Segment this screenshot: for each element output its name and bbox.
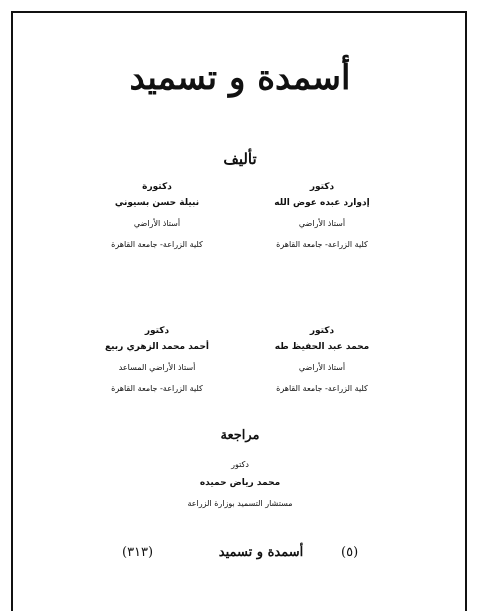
author-rank: أستاذ الأراضي: [298, 219, 346, 228]
author-rank: أستاذ الأراضي المساعد: [118, 363, 196, 372]
book-number: (٣١٣): [122, 545, 154, 560]
author-title: دكتورة: [142, 182, 172, 192]
author-card: [82, 183, 232, 249]
book-title: أسمدة و تسميد: [129, 58, 351, 98]
author-name: محمد عبد الحفيظ طه: [274, 342, 370, 352]
footer-title: أسمدة و تسميد: [218, 545, 304, 560]
reviewer-position: مستشار التسميد بوزارة الزراعة: [187, 499, 293, 508]
author-card: [247, 327, 397, 393]
author-affiliation: كلية الزراعة- جامعة القاهرة: [111, 384, 203, 393]
author-title: دكتور: [144, 326, 170, 336]
author-card: [82, 327, 232, 393]
series-number: (٥): [341, 545, 359, 560]
reviewer-name: محمد رياض حميده: [199, 478, 281, 488]
author-name: نبيلة حسن بسيوني: [114, 198, 200, 208]
author-title: دكتور: [309, 182, 335, 192]
page-border: [11, 11, 467, 611]
author-title: دكتور: [309, 326, 335, 336]
author-affiliation: كلية الزراعة- جامعة القاهرة: [276, 384, 368, 393]
review-heading: مراجعة: [220, 428, 260, 443]
author-name: إدوارد عبده عوض الله: [274, 198, 370, 208]
author-name: أحمد محمد الزهري ربيع: [104, 342, 210, 352]
author-card: [247, 183, 397, 249]
author-rank: أستاذ الأراضي: [298, 363, 346, 372]
author-affiliation: كلية الزراعة- جامعة القاهرة: [276, 240, 368, 249]
reviewer-title: دكتور: [231, 460, 249, 469]
author-rank: أستاذ الأراضي: [133, 219, 181, 228]
authorship-heading: تأليف: [223, 150, 257, 168]
author-affiliation: كلية الزراعة- جامعة القاهرة: [111, 240, 203, 249]
